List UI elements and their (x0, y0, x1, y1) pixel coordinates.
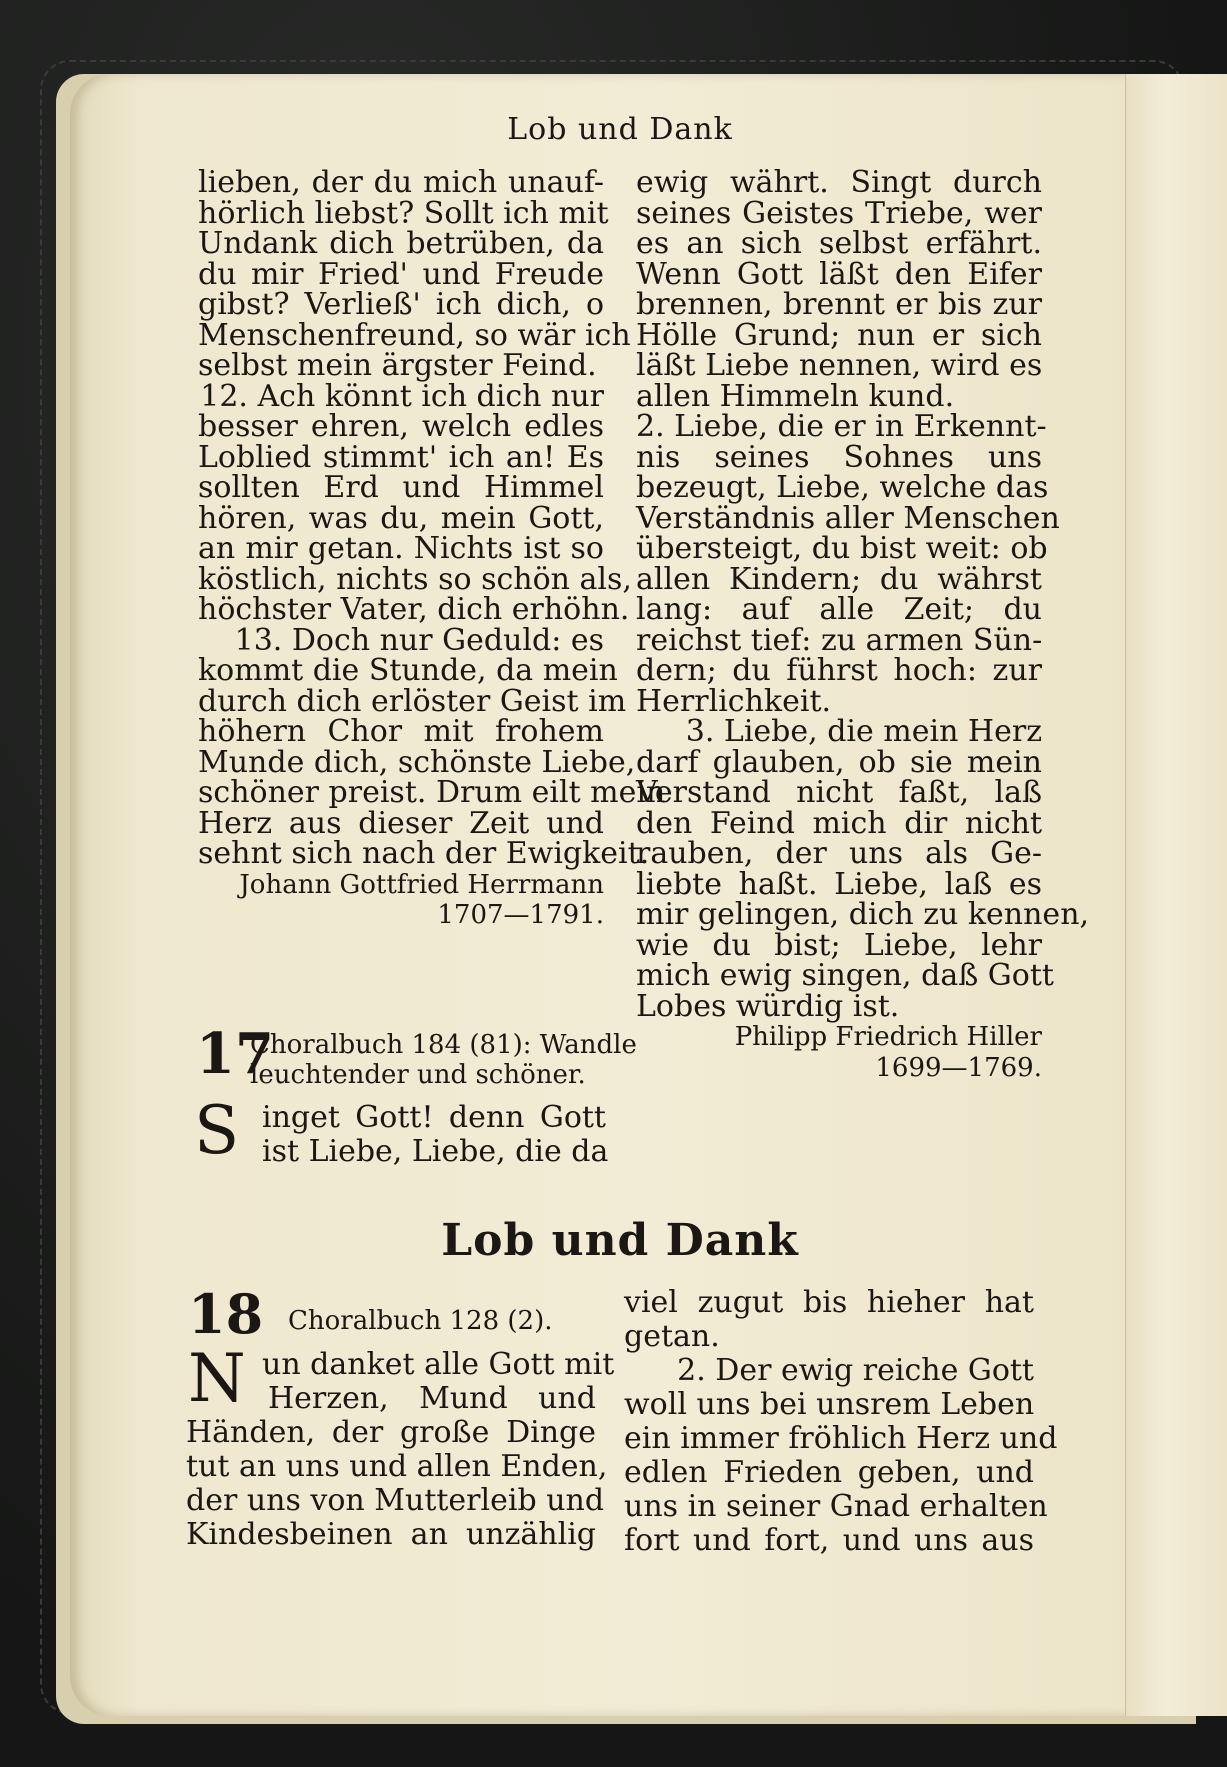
text-line: es an sich selbst erfährt. (636, 226, 1042, 261)
text-line: höhern Chor mit frohem (198, 714, 604, 749)
author-years: 1699—1769. (875, 1052, 1042, 1083)
text-line: un danket alle Gott mit (262, 1347, 615, 1382)
running-head: Lob und Dank (507, 112, 733, 147)
text-line: viel zugut bis hieher hat (624, 1285, 1034, 1320)
section-title: Lob und Dank (441, 1215, 799, 1266)
text-line: lang: auf alle Zeit; du (636, 592, 1042, 627)
text-line: ein immer fröhlich Herz und (624, 1421, 1058, 1456)
left-column (198, 165, 666, 931)
text-line: ewig währt. Singt durch (636, 165, 1042, 200)
text-line: höchster Vater, dich erhöhn. (198, 592, 630, 627)
text-line: inget Gott! denn Gott (262, 1100, 606, 1135)
text-line: lieben, der du mich unauf- (198, 165, 604, 200)
text-line: hörlich liebst? Sollt ich mit (198, 195, 609, 231)
text-line: schöner preist. Drum eilt mein (198, 775, 666, 810)
text-line: Menschenfreund, so wär ich (198, 317, 631, 353)
text-line: dern; du führst hoch: zur (636, 653, 1042, 688)
hymn-verse-indented (262, 1347, 615, 1416)
text-line: Loblied stimmt' ich an! Es (198, 439, 604, 475)
text-line: Herzen, Mund und (268, 1381, 596, 1416)
hymn-number: 17 (196, 1021, 274, 1087)
text-line: Munde dich, schönste Liebe, (198, 744, 636, 780)
author-credit: Philipp Friedrich Hiller (734, 1022, 1042, 1052)
text-line: übersteigt, du bist weit: ob (636, 531, 1048, 566)
hymn18-right-column (624, 1285, 1058, 1558)
text-line: Lobes würdig ist. (636, 988, 900, 1024)
text-line: seines Geistes Triebe, wer (636, 195, 1042, 231)
text-line: edlen Frieden geben, und (624, 1455, 1034, 1490)
text-line: Hölle Grund; nun er sich (636, 317, 1042, 353)
text-line: du mir Fried' und Freude (198, 256, 604, 292)
text-line: wie du bist; Liebe, lehr (636, 927, 1042, 963)
choral-line: Choralbuch 184 (81): Wandle (250, 1030, 637, 1060)
right-column (636, 165, 1090, 1083)
text-line: 3. Liebe, die mein Herz (685, 714, 1042, 749)
text-line: köstlich, nichts so schön als, (198, 561, 632, 597)
text-line: allen Kindern; du währst (636, 561, 1042, 597)
text-line: getan. (624, 1319, 720, 1354)
text-line: Herrlichkeit. (636, 683, 832, 719)
hymn-number: 18 (188, 1282, 264, 1346)
text-line: durch dich erlöster Geist im (198, 683, 627, 719)
text-line: den Feind mich dir nicht (636, 805, 1042, 841)
text-line: Verstand nicht faßt, laß (636, 775, 1042, 810)
text-line: mich ewig singen, daß Gott (636, 958, 1054, 993)
text-line: Undank dich betrüben, da (198, 226, 604, 261)
text-line: selbst mein ärgster Feind. (198, 348, 597, 383)
hymn-verse (262, 1100, 609, 1169)
text-line: bezeugt, Liebe, welche das (636, 470, 1049, 505)
text-line: uns in seiner Gnad erhalten (624, 1489, 1048, 1524)
text-line: nis seines Sohnes uns (636, 439, 1042, 475)
text-line: ist Liebe, Liebe, die da (262, 1134, 609, 1169)
choral-reference (250, 1030, 637, 1090)
text-line: 2. Der ewig reiche Gott (677, 1353, 1034, 1388)
text-line: besser ehren, welch edles (198, 409, 604, 444)
text-line: brennen, brennt er bis zur (636, 287, 1042, 322)
hymn-verse (186, 1415, 608, 1552)
text-line: 12. Ach könnt ich dich nur (200, 378, 604, 414)
text-line: gibst? Verließ' ich dich, o (198, 287, 604, 322)
text-line: mir gelingen, dich zu kennen, (636, 897, 1090, 932)
text-line: tut an uns und allen Enden, (186, 1449, 608, 1484)
text-line: Kindesbeinen an unzählig (186, 1517, 596, 1552)
text-line: der uns von Mutterleib und (186, 1483, 605, 1518)
choral-line: leuchtender und schöner. (250, 1060, 586, 1090)
book-gutter (1125, 74, 1227, 1716)
text-line: an mir getan. Nichts ist so (198, 531, 604, 566)
author-credit: Johann Gottfried Herrmann (239, 869, 604, 900)
text-line: 2. Liebe, die er in Erkennt- (636, 409, 1047, 444)
text-line: reichst tief: zu armen Sün- (636, 622, 1043, 658)
text-line: rauben, der uns als Ge- (636, 836, 1042, 871)
text-line: läßt Liebe nennen, wird es (636, 348, 1043, 383)
text-line: hören, was du, mein Gott, (198, 500, 604, 536)
choral-reference: Choralbuch 128 (2). (288, 1306, 553, 1336)
drop-cap: N (188, 1340, 246, 1417)
text-line: Verständnis aller Menschen (636, 500, 1060, 536)
text-line: kommt die Stunde, da mein (198, 653, 618, 688)
text-line: 13. Doch nur Geduld: es (234, 622, 604, 658)
text-line: Wenn Gott läßt den Eifer (636, 256, 1042, 292)
text-line: Händen, der große Dinge (186, 1415, 596, 1450)
author-years: 1707—1791. (437, 900, 604, 930)
text-line: allen Himmeln kund. (636, 378, 955, 414)
text-line: woll uns bei unsrem Leben (624, 1387, 1035, 1422)
text-line: darf glauben, ob sie mein (636, 744, 1042, 780)
text-line: liebte haßt. Liebe, laß es (636, 866, 1042, 902)
drop-cap: S (194, 1092, 240, 1169)
text-line: sehnt sich nach der Ewigkeit. (198, 836, 650, 871)
text-line: sollten Erd und Himmel (198, 470, 604, 505)
text-line: fort und fort, und uns aus (624, 1523, 1034, 1558)
text-line: Herz aus dieser Zeit und (198, 805, 604, 841)
